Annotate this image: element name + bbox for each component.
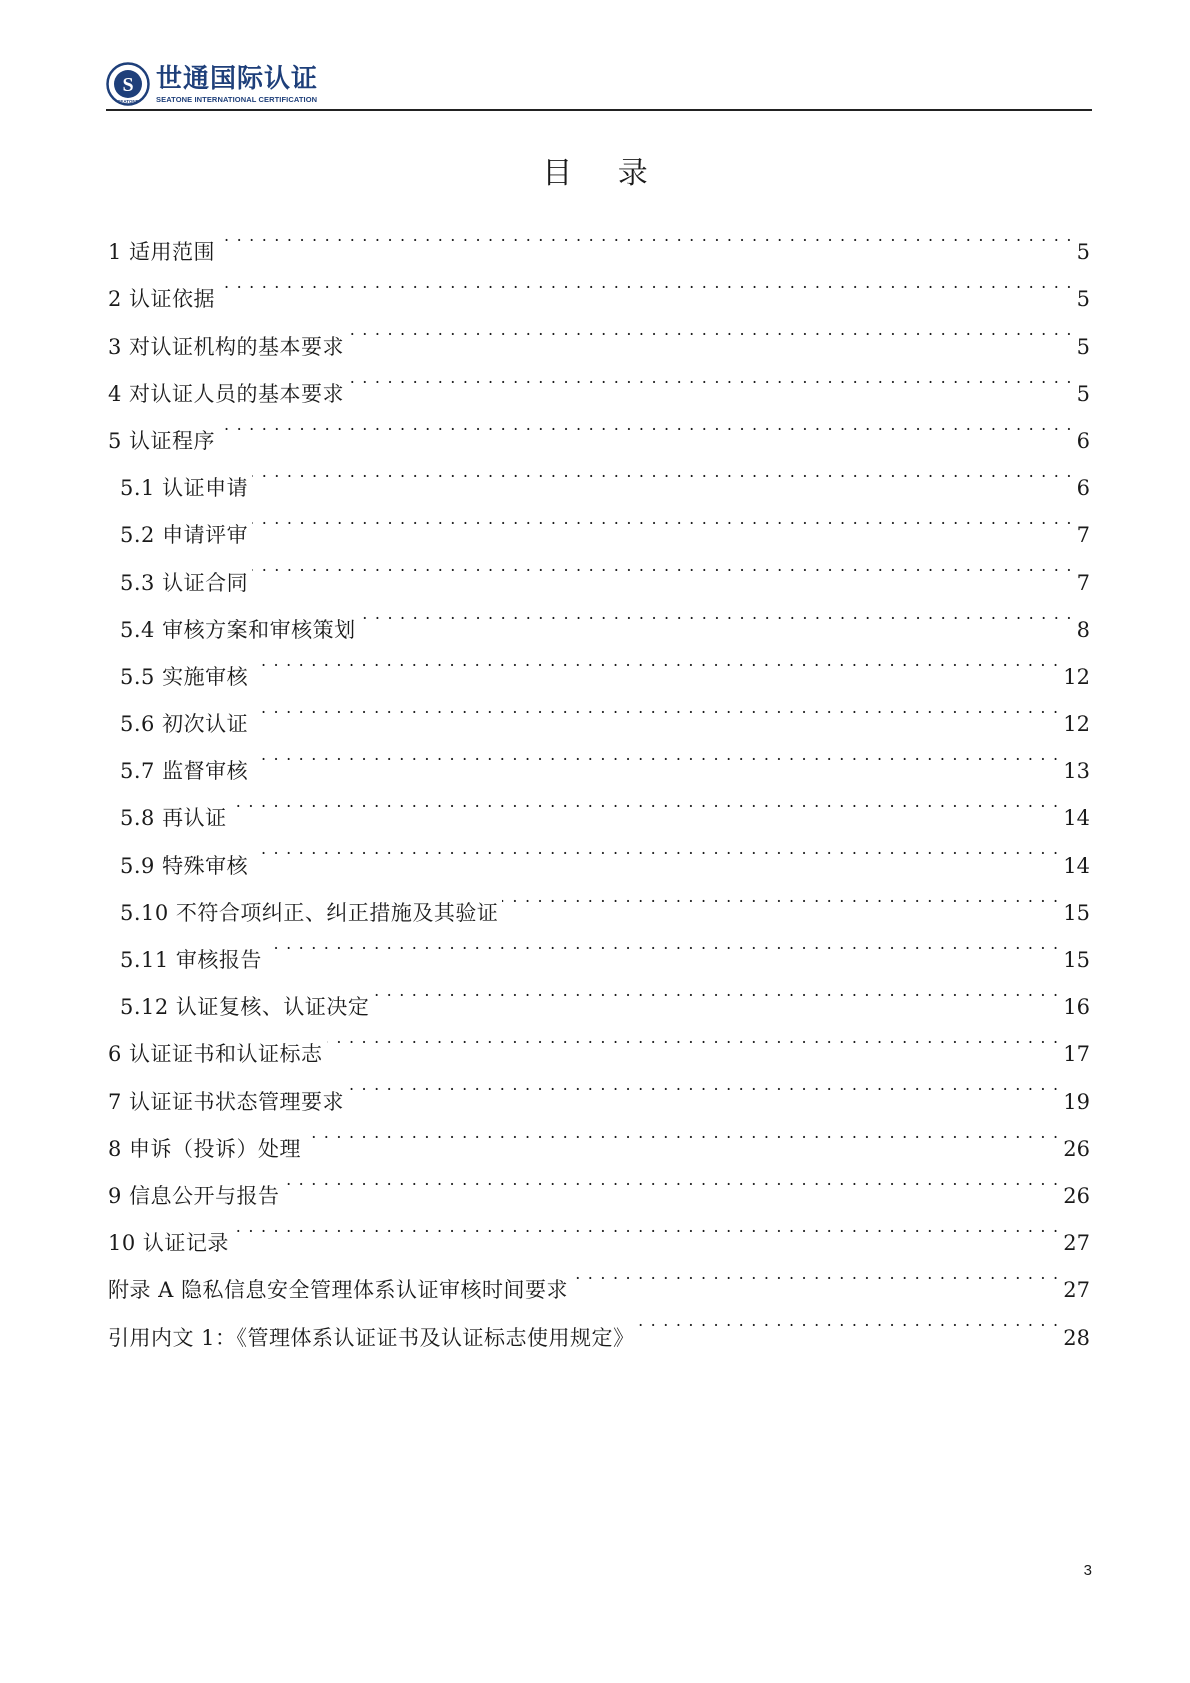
toc-leader-dots xyxy=(572,1250,1059,1297)
toc-entry-label: 5.2 申请评审 xyxy=(120,523,249,548)
toc-entry-5-6[interactable] xyxy=(108,684,1090,737)
toc-entry-page: 7 xyxy=(1076,523,1090,548)
toc-entry-label: 5.4 审核方案和审核策划 xyxy=(120,617,356,642)
toc-entry-page: 12 xyxy=(1063,664,1090,689)
toc-leader-dots xyxy=(219,259,1073,306)
toc-title: 目 录 xyxy=(542,156,666,191)
toc-entry-page: 14 xyxy=(1063,853,1090,878)
toc-leader-dots xyxy=(348,1061,1059,1108)
toc-leader-dots xyxy=(252,825,1059,872)
toc-entry-5-8[interactable] xyxy=(108,778,1090,831)
toc-leader-dots xyxy=(252,495,1073,542)
toc-entry-label: 7 认证证书状态管理要求 xyxy=(108,1089,345,1114)
toc-leader-dots xyxy=(348,306,1073,353)
toc-entry-label: 6 认证证书和认证标志 xyxy=(108,1042,323,1067)
toc-leader-dots xyxy=(266,920,1059,967)
toc-entry-label: 5 认证程序 xyxy=(108,428,216,453)
svg-text:S: S xyxy=(122,74,134,96)
toc-entry-label: 5.12 认证复核、认证决定 xyxy=(120,995,370,1020)
brand-name-en: SEATONE INTERNATIONAL CERTIFICATION xyxy=(156,95,318,104)
toc-entry-label: 8 申诉（投诉）处理 xyxy=(108,1136,302,1161)
toc-entry-5-7[interactable] xyxy=(108,731,1090,784)
toc-entry-label: 2 认证依据 xyxy=(108,287,216,312)
toc-entry-page: 6 xyxy=(1076,428,1090,453)
toc-entry-label: 1 适用范围 xyxy=(108,240,216,265)
toc-entry-page: 16 xyxy=(1063,995,1090,1020)
toc-entry-5-2[interactable] xyxy=(108,495,1090,548)
toc-entry-3[interactable] xyxy=(108,306,1090,359)
toc-entry-5-4[interactable] xyxy=(108,590,1090,642)
toc-leader-dots xyxy=(373,967,1059,1014)
page-header xyxy=(106,58,1092,110)
toc-entry-5-1[interactable] xyxy=(108,448,1090,501)
toc-entry-page: 7 xyxy=(1076,570,1090,595)
toc-entry-label: 5.6 初次认证 xyxy=(120,712,249,737)
toc-entry-1[interactable] xyxy=(108,212,1090,265)
toc-entry-label: 5.10 不符合项纠正、纠正措施及其验证 xyxy=(120,900,499,925)
toc-entry-5-3[interactable] xyxy=(108,542,1090,595)
toc-entry-5-5[interactable] xyxy=(108,637,1090,689)
toc-entry-page: 5 xyxy=(1076,381,1090,406)
toc-entry-label: 5.11 审核报告 xyxy=(120,948,262,972)
toc-entry-label: 5.8 再认证 xyxy=(120,806,227,831)
toc-entry-page: 5 xyxy=(1076,240,1090,265)
toc-leader-dots xyxy=(252,637,1059,684)
toc-entry-label: 引用内文 1：《管理体系认证证书及认证标志使用规定》 xyxy=(108,1325,635,1350)
toc-entry-page: 28 xyxy=(1063,1325,1090,1350)
toc-entry-page: 19 xyxy=(1063,1089,1090,1114)
toc-leader-dots xyxy=(348,354,1073,401)
toc-entry-page: 6 xyxy=(1076,476,1090,501)
toc-leader-dots xyxy=(639,1297,1060,1344)
table-of-contents xyxy=(108,212,1090,1350)
toc-entry-label: 5.3 认证合同 xyxy=(120,570,249,595)
toc-entry-page: 8 xyxy=(1076,617,1090,642)
toc-leader-dots xyxy=(219,401,1073,448)
toc-leader-dots xyxy=(327,1014,1060,1061)
toc-entry-label: 5.9 特殊审核 xyxy=(120,853,249,878)
toc-entry-page: 14 xyxy=(1063,806,1090,831)
toc-entry-label: 5.5 实施审核 xyxy=(120,664,249,689)
toc-entry-page: 5 xyxy=(1076,334,1090,359)
toc-leader-dots xyxy=(502,873,1059,920)
toc-entry-page: 17 xyxy=(1063,1042,1090,1067)
toc-entry-page: 26 xyxy=(1063,1183,1090,1208)
toc-entry-5-9[interactable] xyxy=(108,825,1090,878)
toc-entry-appendix-a[interactable] xyxy=(108,1250,1090,1303)
toc-entry-10[interactable] xyxy=(108,1203,1090,1256)
toc-leader-dots xyxy=(305,1109,1059,1156)
toc-leader-dots xyxy=(252,684,1059,731)
seatone-logo-icon xyxy=(106,62,150,106)
toc-entry-label: 9 信息公开与报告 xyxy=(108,1183,280,1208)
toc-entry-page: 15 xyxy=(1063,948,1090,972)
toc-entry-label: 附录 A 隐私信息安全管理体系认证审核时间要求 xyxy=(108,1278,569,1303)
page-number: 3 xyxy=(1083,1562,1092,1579)
toc-entry-5[interactable] xyxy=(108,401,1090,453)
toc-entry-label: 10 认证记录 xyxy=(108,1231,229,1256)
toc-leader-dots xyxy=(252,448,1073,495)
toc-entry-label: 5.7 监督审核 xyxy=(120,759,249,784)
toc-entry-5-10[interactable] xyxy=(108,873,1090,925)
toc-entry-page: 15 xyxy=(1063,900,1090,925)
toc-leader-dots xyxy=(231,778,1060,825)
toc-leader-dots xyxy=(360,590,1073,637)
toc-entry-label: 5.1 认证申请 xyxy=(120,476,249,501)
toc-leader-dots xyxy=(233,1203,1059,1250)
toc-entry-page: 26 xyxy=(1063,1136,1090,1161)
toc-entry-label: 3 对认证机构的基本要求 xyxy=(108,334,345,359)
toc-entry-page: 27 xyxy=(1063,1278,1090,1303)
toc-entry-page: 13 xyxy=(1063,759,1090,784)
toc-leader-dots xyxy=(219,212,1073,259)
svg-text:SEATONE: SEATONE xyxy=(117,99,139,104)
toc-entry-2[interactable] xyxy=(108,259,1090,312)
header-divider xyxy=(106,109,1092,111)
toc-leader-dots xyxy=(252,542,1073,589)
toc-entry-page: 12 xyxy=(1063,712,1090,737)
toc-leader-dots xyxy=(252,731,1059,778)
toc-entry-page: 5 xyxy=(1076,287,1090,312)
toc-leader-dots xyxy=(284,1156,1060,1203)
brand-name-cn: 世通国际认证 xyxy=(156,64,319,94)
toc-entry-label: 4 对认证人员的基本要求 xyxy=(108,381,345,406)
toc-entry-page: 27 xyxy=(1063,1231,1090,1256)
